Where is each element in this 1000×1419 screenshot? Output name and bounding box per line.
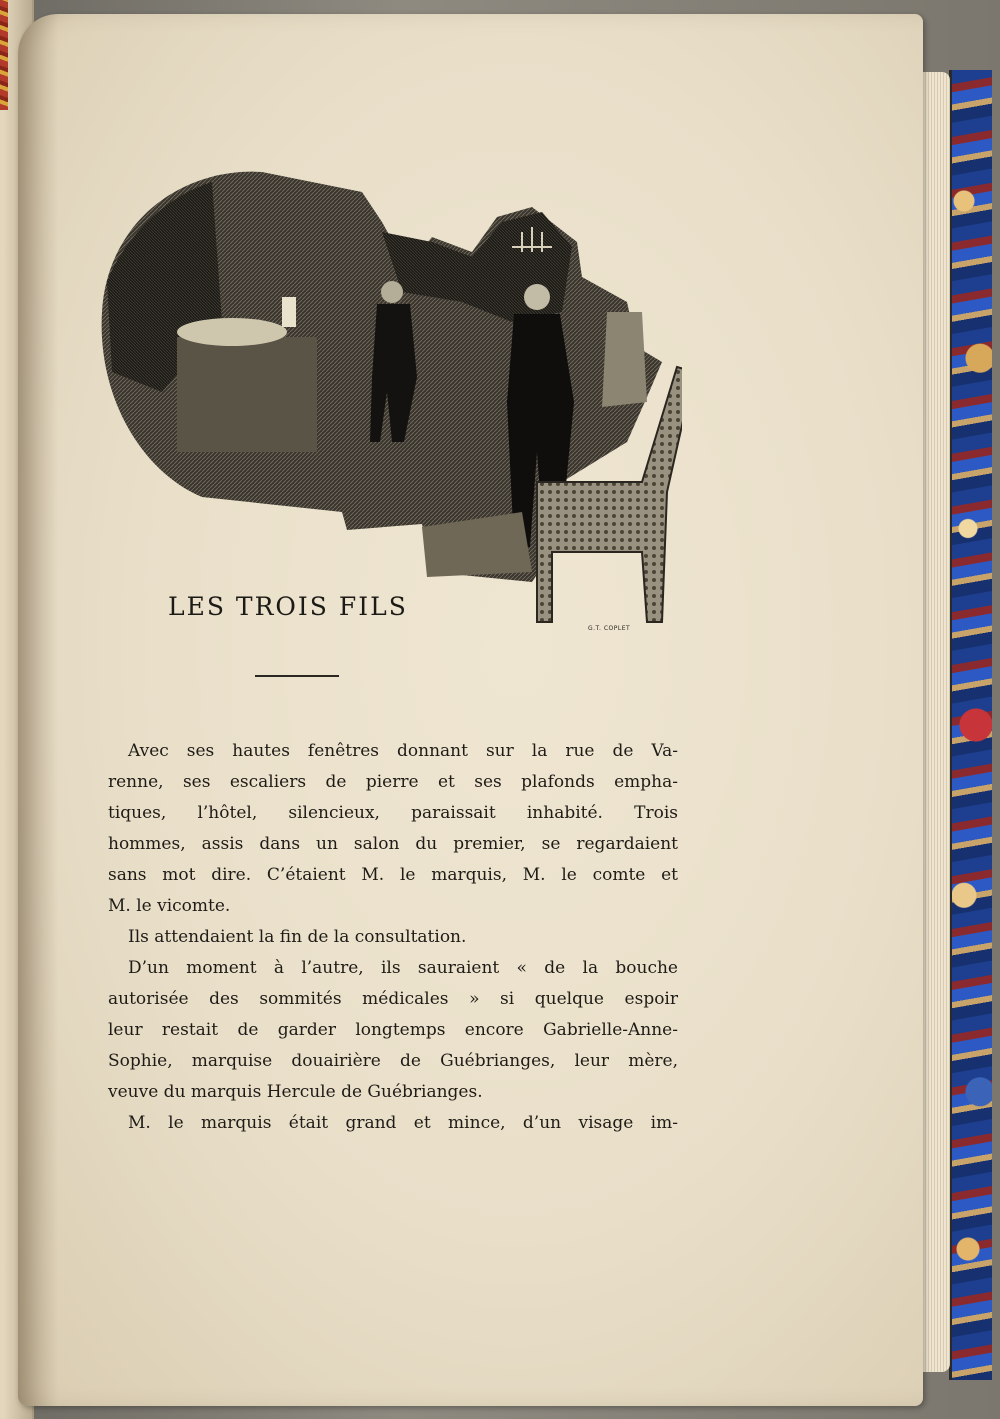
text-line: Avec ses hautes fenêtres donnant sur la rue de Va- [128, 741, 678, 761]
page-block-edges [920, 72, 950, 1372]
text-line: renne, ses escaliers de pierre et ses plafonds empha- [108, 772, 678, 792]
text-line: Sophie, marquise douairière de Guébrianges, leur mère, [108, 1051, 678, 1071]
text-line: autorisée des sommités médicales » si quelque espoir [108, 989, 678, 1009]
text-line: sans mot dire. C’étaient M. le marquis, M. le comte et [108, 865, 678, 885]
text-line: tiques, l’hôtel, silencieux, paraissait inhabité. Trois [108, 803, 678, 823]
gutter-shadow [18, 14, 58, 1406]
marbled-cover-edge [949, 70, 992, 1380]
binding-ribbon [0, 0, 8, 110]
text-line: hommes, assis dans un salon du premier, se regardaient [108, 834, 678, 854]
title-rule [255, 675, 339, 677]
engraving-illustration [82, 152, 682, 642]
chapter-title: LES TROIS FILS [168, 592, 408, 621]
text-line: M. le marquis était grand et mince, d’un visage im- [128, 1113, 678, 1133]
body-text [108, 736, 678, 1139]
text-line: veuve du marquis Hercule de Guébrianges. [108, 1082, 483, 1102]
text-line: leur restait de garder longtemps encore Gabrielle-Anne- [108, 1020, 678, 1040]
engraver-signature: G.T. COPLET [588, 625, 631, 632]
text-line: D’un moment à l’autre, ils sauraient « de la bouche [128, 958, 678, 978]
text-line: Ils attendaient la fin de la consultation. [128, 927, 467, 947]
text-line: M. le vicomte. [108, 896, 231, 916]
